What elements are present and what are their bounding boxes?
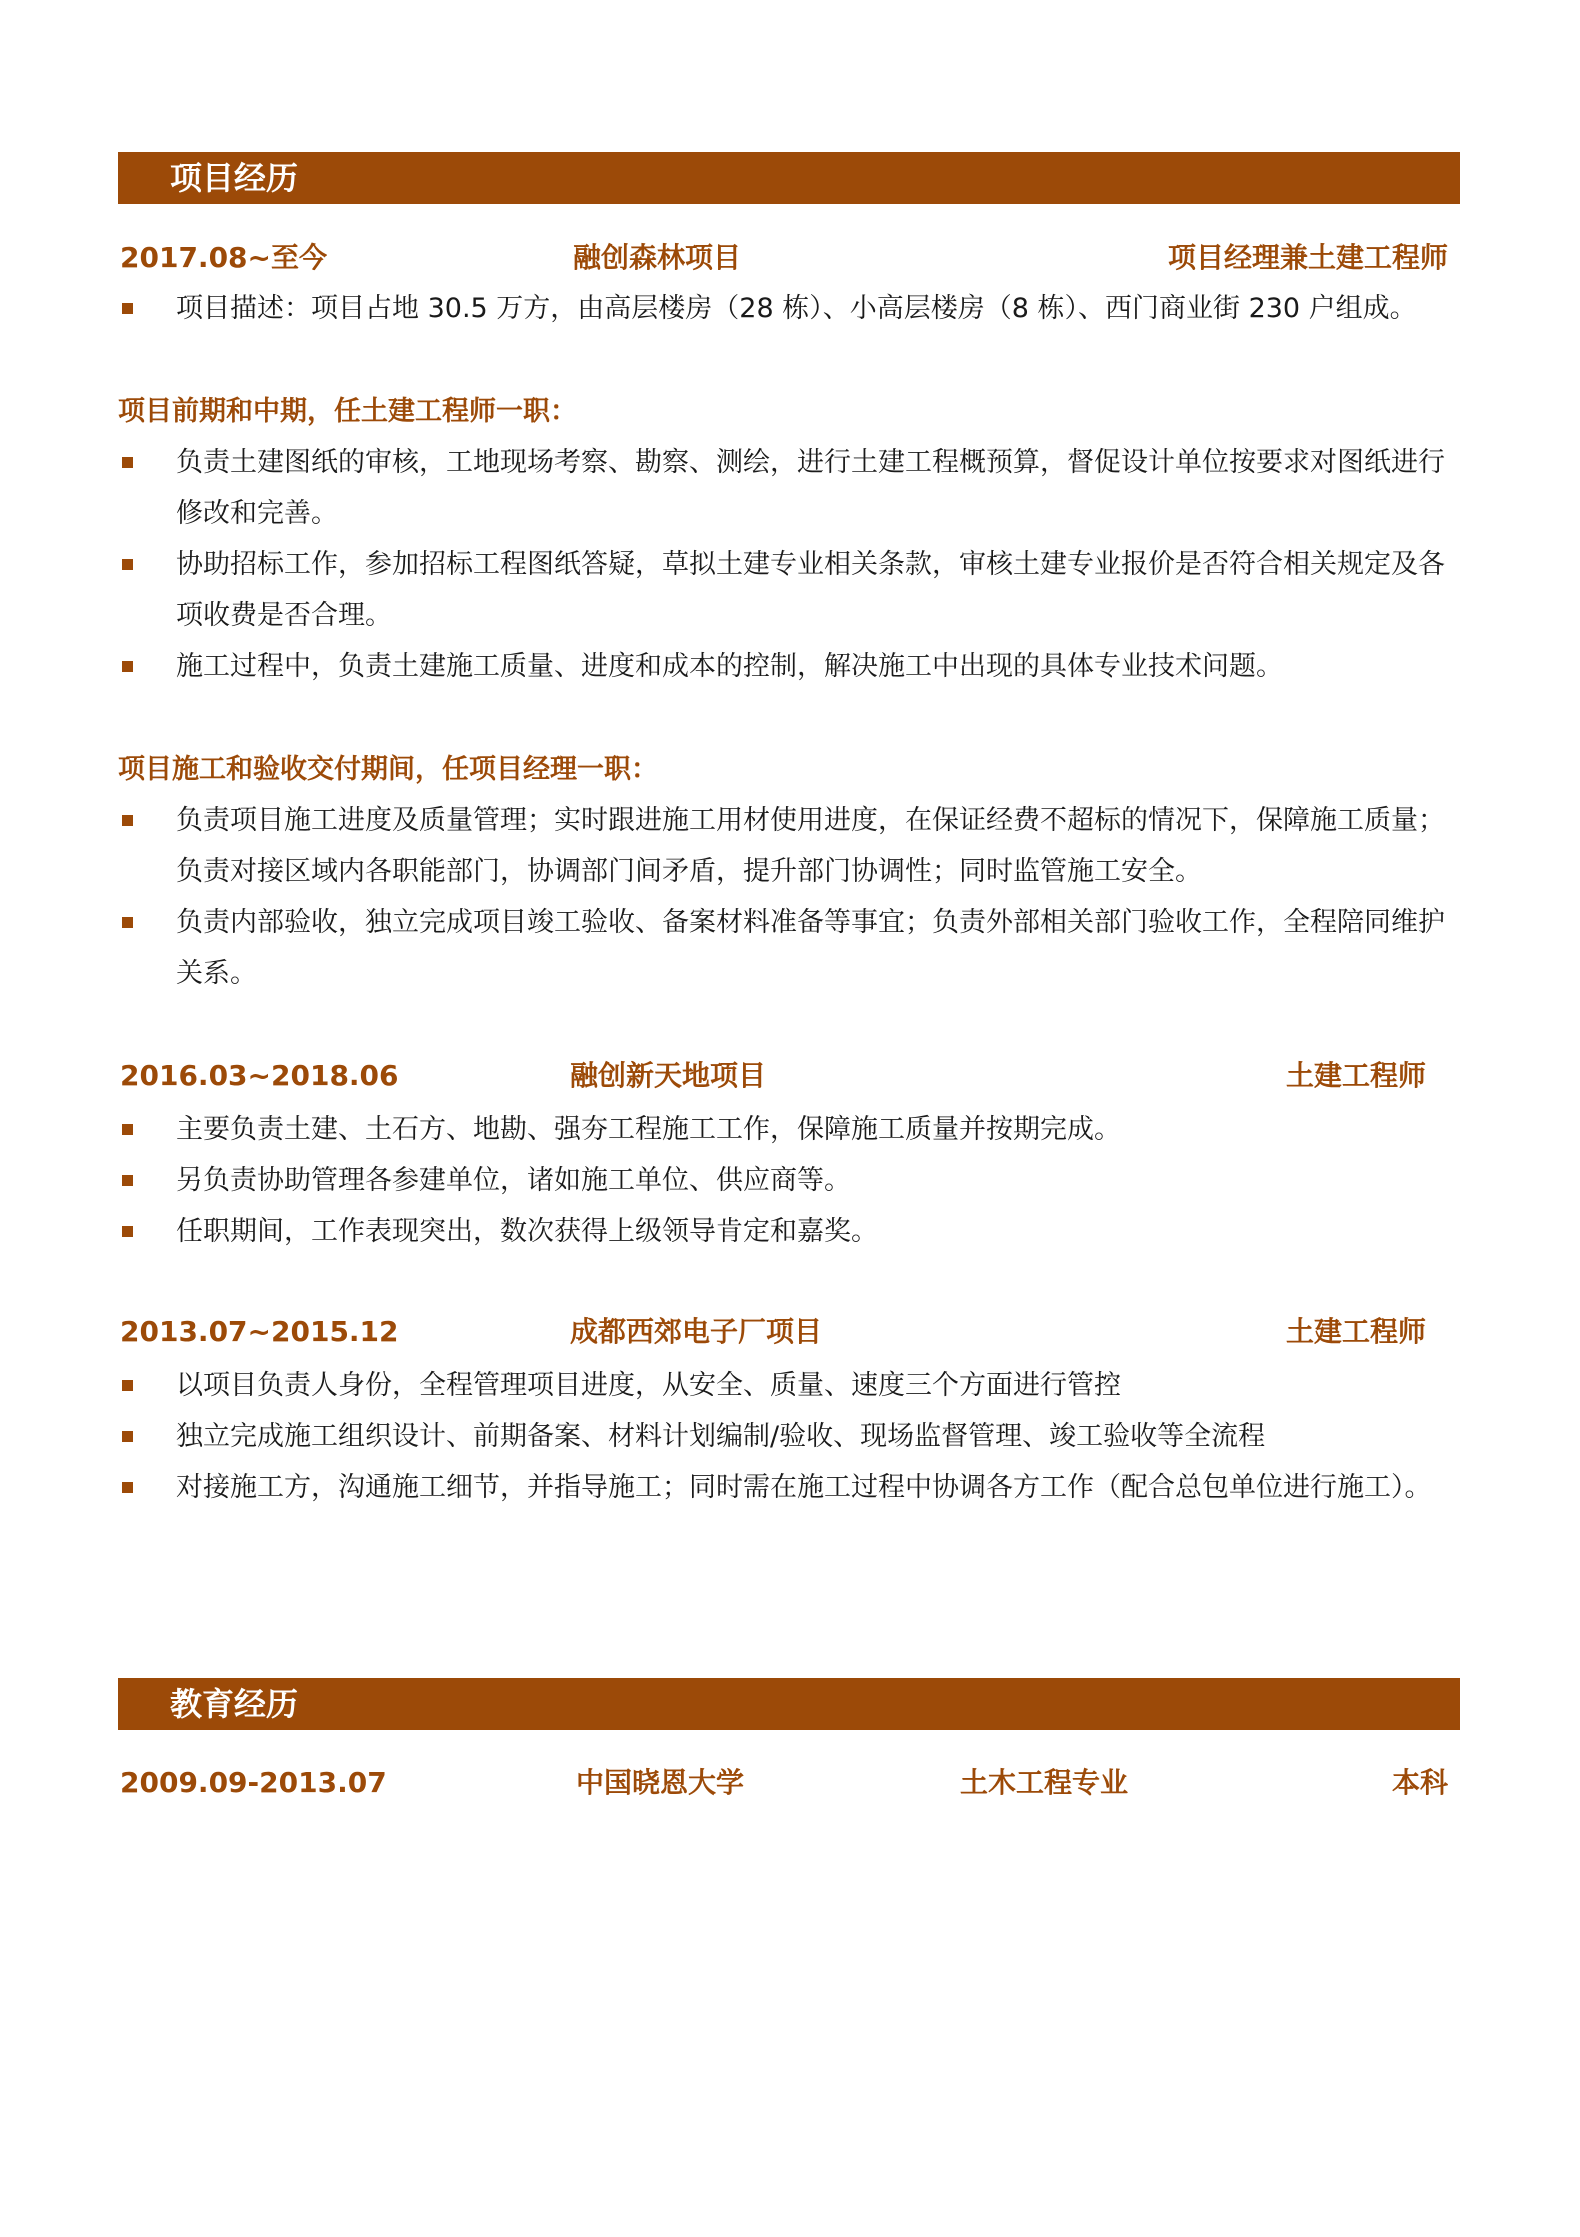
bullet-square-icon [122, 1175, 133, 1186]
list-item-text: 施工过程中，负责土建施工质量、进度和成本的控制，解决施工中出现的具体专业技术问题。 [176, 651, 1283, 682]
bullet-square-icon [122, 559, 133, 570]
list-item [118, 897, 1460, 999]
list-item [118, 283, 1460, 334]
section-title-projects: 项目经历 [170, 159, 299, 197]
education-row [118, 1763, 1448, 1803]
bullet-square-icon [122, 1482, 133, 1493]
project-role: 项目经理兼土建工程师 [1167, 241, 1448, 274]
list-item-text: 另负责协助管理各参建单位，诸如施工单位、供应商等。 [176, 1165, 851, 1196]
project-header [118, 238, 1448, 278]
list-item [118, 1462, 1460, 1513]
project-bullet-list [118, 283, 1460, 334]
project-bullet-list [118, 1360, 1460, 1513]
list-item [118, 1411, 1460, 1462]
list-item-text: 项目描述：项目占地 30.5 万方，由高层楼房（28 栋）、小高层楼房（8 栋）、西门商业街 230 户组成。 [176, 293, 1417, 324]
phase-bullet-list [118, 795, 1460, 999]
bullet-square-icon [122, 1226, 133, 1237]
project-period: 2017.08~至今 [120, 241, 327, 274]
project-name: 融创森林项目 [573, 241, 742, 274]
list-item-text: 负责内部验收，独立完成项目竣工验收、备案材料准备等事宜；负责外部相关部门验收工作，全程陪同维护关系。 [176, 907, 1445, 989]
list-item [118, 437, 1460, 539]
bullet-square-icon [122, 661, 133, 672]
list-item [118, 1155, 1460, 1206]
bullet-square-icon [122, 1124, 133, 1135]
bullet-square-icon [122, 1431, 133, 1442]
education-period: 2009.09-2013.07 [120, 1766, 387, 1799]
list-item [118, 641, 1460, 692]
list-item-text: 协助招标工作，参加招标工程图纸答疑，草拟土建专业相关条款，审核土建专业报价是否符合相关规定及各项收费是否合理。 [176, 549, 1445, 631]
list-item-text: 负责项目施工进度及质量管理；实时跟进施工用材使用进度，在保证经费不超标的情况下，保障施工质量；负责对接区域内各职能部门，协调部门间矛盾，提升部门协调性；同时监管施工安全。 [176, 805, 1445, 887]
bullet-square-icon [122, 815, 133, 826]
list-item-text: 以项目负责人身份，全程管理项目进度，从安全、质量、速度三个方面进行管控 [176, 1370, 1121, 1401]
project-bullet-list [118, 1104, 1460, 1257]
bullet-square-icon [122, 457, 133, 468]
list-item-text: 主要负责土建、土石方、地勘、强夯工程施工工作，保障施工质量并按期完成。 [176, 1114, 1121, 1145]
list-item-text: 负责土建图纸的审核，工地现场考察、勘察、测绘，进行土建工程概预算，督促设计单位按要求对图纸进行修改和完善。 [176, 447, 1445, 529]
phase-bullet-list [118, 437, 1460, 692]
project-header [118, 1056, 1448, 1096]
section-header-education [118, 1678, 1460, 1730]
bullet-square-icon [122, 1380, 133, 1391]
project-role: 土建工程师 [1285, 1315, 1426, 1348]
list-item [118, 1360, 1460, 1411]
bullet-square-icon [122, 303, 133, 314]
education-school: 中国晓恩大学 [576, 1766, 745, 1799]
list-item [118, 1206, 1460, 1257]
phase-title: 项目前期和中期，任土建工程师一职： [118, 396, 577, 427]
section-header-projects [118, 152, 1460, 204]
section-title-education: 教育经历 [170, 1685, 299, 1723]
bullet-square-icon [122, 917, 133, 928]
project-header [118, 1312, 1448, 1352]
project-period: 2013.07~2015.12 [120, 1315, 399, 1348]
project-period: 2016.03~2018.06 [120, 1059, 399, 1092]
list-item [118, 1104, 1460, 1155]
education-degree: 本科 [1391, 1766, 1448, 1799]
project-name: 融创新天地项目 [570, 1059, 767, 1092]
list-item-text: 对接施工方，沟通施工细节，并指导施工；同时需在施工过程中协调各方工作（配合总包单位进行施工）。 [176, 1472, 1432, 1503]
list-item-text: 任职期间，工作表现突出，数次获得上级领导肯定和嘉奖。 [176, 1216, 878, 1247]
project-role: 土建工程师 [1285, 1059, 1426, 1092]
education-major: 土木工程专业 [960, 1766, 1129, 1799]
phase-title: 项目施工和验收交付期间，任项目经理一职： [118, 754, 658, 785]
list-item [118, 795, 1460, 897]
list-item-text: 独立完成施工组织设计、前期备案、材料计划编制/验收、现场监督管理、竣工验收等全流程 [176, 1421, 1266, 1452]
list-item [118, 539, 1460, 641]
project-name: 成都西郊电子厂项目 [570, 1315, 823, 1348]
